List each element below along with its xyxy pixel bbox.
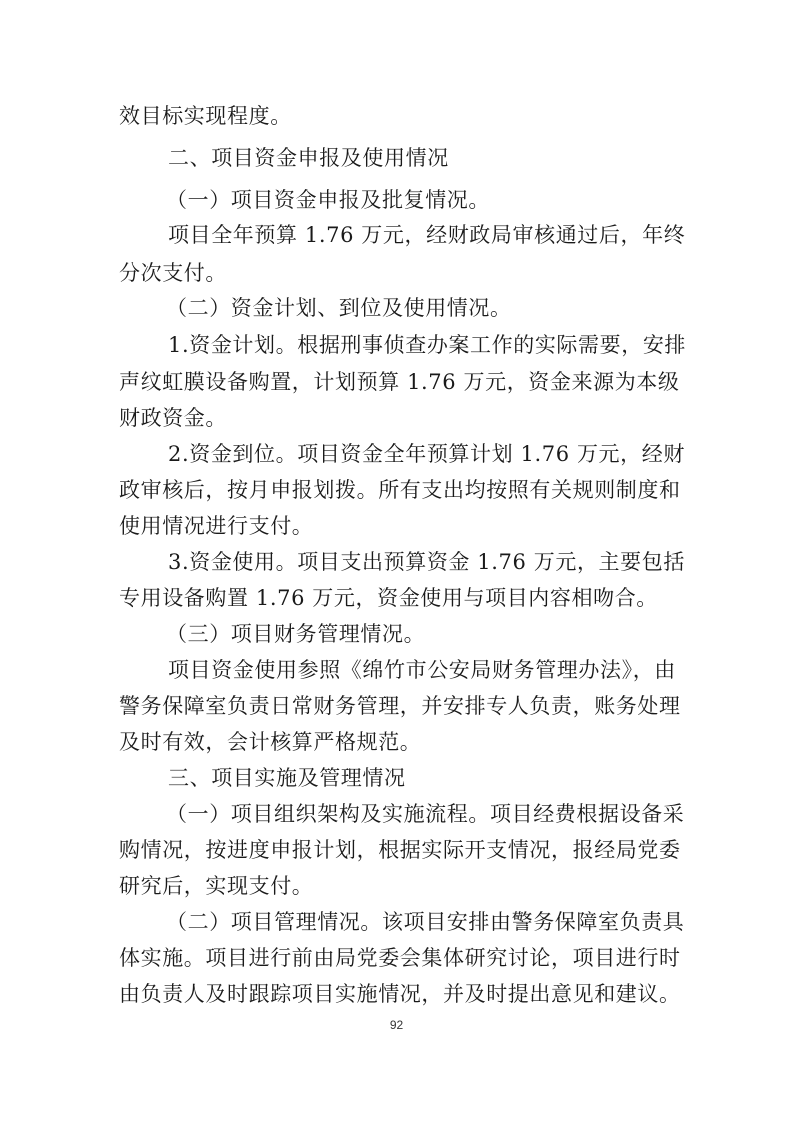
- subsection-heading: （二）资金计划、到位及使用情况。: [166, 296, 512, 320]
- paragraph-line: 1.资金计划。根据刑事侦查办案工作的实际需要，安排: [168, 333, 687, 357]
- paragraph-line: 由负责人及时跟踪项目实施情况，并及时提出意见和建议。: [119, 982, 681, 1006]
- paragraph-line: 项目资金使用参照《绵竹市公安局财务管理办法》，由: [168, 658, 676, 682]
- subsection-heading: （一）项目资金申报及批复情况。: [166, 188, 490, 212]
- paragraph-line: 及时有效，会计核算严格规范。: [119, 730, 422, 754]
- paragraph-line: （一）项目组织架构及实施流程。项目经费根据设备采: [166, 802, 685, 826]
- paragraph-line: 购情况，按进度申报计划，根据实际开支情况，报经局党委: [119, 838, 681, 862]
- paragraph-line: 警务保障室负责日常财务管理，并安排专人负责，账务处理: [119, 694, 681, 718]
- paragraph-line: 专用设备购置 1.76 万元，资金使用与项目内容相吻合。: [119, 586, 658, 610]
- section-heading: 二、项目资金申报及使用情况: [168, 146, 449, 170]
- page-number: 92: [389, 1018, 404, 1032]
- paragraph-line: 财政资金。: [119, 406, 227, 430]
- paragraph-line: （二）项目管理情况。该项目安排由警务保障室负责具: [166, 910, 685, 934]
- paragraph-line: 3.资金使用。项目支出预算资金 1.76 万元，主要包括: [168, 550, 685, 574]
- paragraph-line: 研究后，实现支付。: [119, 874, 314, 898]
- section-heading: 三、项目实施及管理情况: [168, 766, 406, 790]
- paragraph-line: 项目全年预算 1.76 万元，经财政局审核通过后，年终: [168, 223, 686, 247]
- paragraph-line: 声纹虹膜设备购置，计划预算 1.76 万元，资金来源为本级: [119, 370, 680, 394]
- subsection-heading: （三）项目财务管理情况。: [166, 622, 426, 646]
- paragraph-line: 分次支付。: [119, 261, 227, 285]
- paragraph-line: 2.资金到位。项目资金全年预算计划 1.76 万元，经财: [168, 442, 685, 466]
- paragraph-line: 使用情况进行支付。: [119, 514, 314, 538]
- paragraph-line: 体实施。项目进行前由局党委会集体研究讨论，项目进行时: [119, 946, 681, 970]
- paragraph-line: 政审核后，按月申报划拨。所有支出均按照有关规则制度和: [119, 478, 681, 502]
- paragraph-line: 效目标实现程度。: [119, 104, 292, 128]
